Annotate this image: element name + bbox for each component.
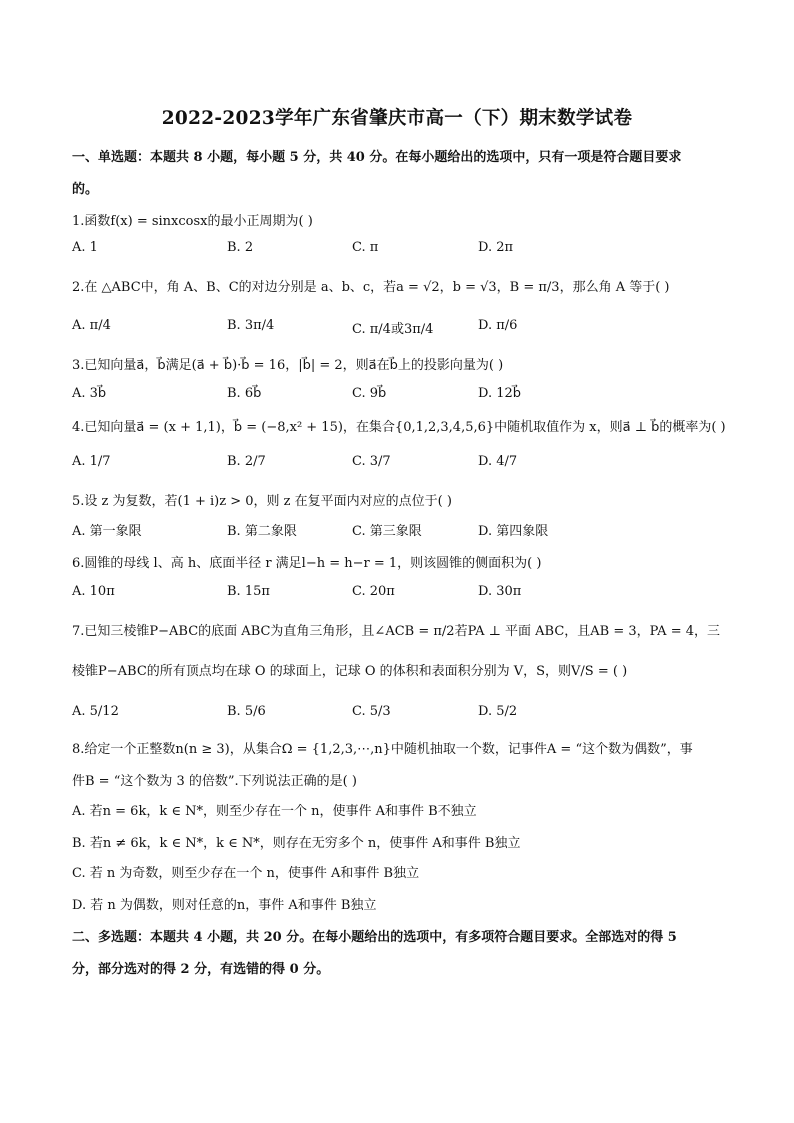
- option-d: D. 2π: [478, 240, 514, 255]
- option-d: D. π/6: [478, 318, 518, 333]
- option-d: D. 第四象限: [478, 524, 549, 539]
- question-8-text-line2: 件B = “这个数为 3 的倍数”.下列说法正确的是( ): [72, 774, 357, 789]
- question-5-text: 5.设 z 为复数，若(1 + i)z > 0，则 z 在复平面内对应的点位于( ): [72, 494, 452, 509]
- page-title: 2022-2023学年广东省肇庆市高一（下）期末数学试卷: [161, 108, 633, 129]
- option-b: B. 第二象限: [227, 524, 297, 539]
- option-b: B. 15π: [227, 584, 270, 599]
- question-8-option-d: D. 若 n 为偶数，则对任意的n，事件 A和事件 B独立: [72, 898, 377, 913]
- question-7-text-line2: 棱锥P−ABC的所有顶点均在球 O 的球面上，记球 O 的体积和表面积分别为 V，S，则V/S = ( ): [72, 664, 628, 679]
- question-8-option-c: C. 若 n 为奇数，则至少存在一个 n，使事件 A和事件 B独立: [72, 866, 420, 881]
- option-b: B. 2: [227, 240, 254, 255]
- question-7-options: [72, 704, 632, 724]
- section2-heading-line1: 二、多选题：本题共 4 小题，共 20 分。在每小题给出的选项中，有多项符合题目要求。全部选对的得 5: [72, 930, 677, 945]
- option-a: A. 第一象限: [72, 524, 142, 539]
- option-a: A. 1/7: [72, 454, 111, 469]
- option-c: C. 5/3: [352, 704, 391, 719]
- question-8-option-a: A. 若n = 6k，k ∈ N*，则至少存在一个 n，使事件 A和事件 B不独立: [72, 804, 477, 819]
- section1-heading-line1: 一、单选题：本题共 8 小题，每小题 5 分，共 40 分。在每小题给出的选项中，只有一项是符合题目要求: [72, 150, 682, 165]
- option-c: C. 20π: [352, 584, 395, 599]
- option-c: C. 3/7: [352, 454, 391, 469]
- question-3-options: [72, 386, 632, 406]
- question-4-options: [72, 454, 632, 474]
- question-8-text-line1: 8.给定一个正整数n(n ≥ 3)，从集合Ω = {1,2,3,⋯,n}中随机抽取一个数，记事件A = “这个数为偶数”，事: [72, 742, 693, 757]
- option-c: C. π/4或3π/4: [352, 322, 434, 337]
- question-2-options: [72, 318, 632, 338]
- option-a: A. π/4: [72, 318, 111, 333]
- option-a: A. 10π: [72, 584, 115, 599]
- option-c: C. π: [352, 240, 379, 255]
- option-d: D. 12b⃗: [478, 386, 522, 401]
- option-b: B. 5/6: [227, 704, 266, 719]
- option-b: B. 3π/4: [227, 318, 275, 333]
- question-1-options: [72, 240, 632, 260]
- option-a: A. 5/12: [72, 704, 119, 719]
- question-1-text: 1.函数f(x) = sinxcosx的最小正周期为( ): [72, 214, 313, 229]
- question-7-text-line1: 7.已知三棱锥P−ABC的底面 ABC为直角三角形，且∠ACB = π/2若PA ⊥ 平面 ABC，且AB = 3，PA = 4，三: [72, 624, 721, 639]
- option-c: C. 9b⃗: [352, 386, 387, 401]
- question-2-text: 2.在 △ABC中，角 A、B、C的对边分别是 a、b、c，若a = √2，b = √3，B = π/3，那么角 A 等于( ): [72, 280, 670, 295]
- question-6-options: [72, 584, 632, 604]
- option-b: B. 2/7: [227, 454, 266, 469]
- option-d: D. 4/7: [478, 454, 518, 469]
- question-6-text: 6.圆锥的母线 l、高 h、底面半径 r 满足l−h = h−r = 1，则该圆锥的侧面积为( ): [72, 556, 542, 571]
- question-4-text: 4.已知向量a⃗ = (x + 1,1)，b⃗ = (−8,x² + 15)，在集合{0,1,2,3,4,5,6}中随机取值作为 x，则a⃗ ⊥ b⃗的概率为( ): [72, 420, 726, 435]
- option-d: D. 30π: [478, 584, 522, 599]
- option-b: B. 6b⃗: [227, 386, 262, 401]
- option-c: C. 第三象限: [352, 524, 422, 539]
- question-8-option-b: B. 若n ≠ 6k，k ∈ N*，k ∈ N*，则存在无穷多个 n，使事件 A和事件 B独立: [72, 836, 521, 851]
- option-d: D. 5/2: [478, 704, 518, 719]
- option-a: A. 1: [72, 240, 98, 255]
- section2-heading-line2: 分，部分选对的得 2 分，有选错的得 0 分。: [72, 962, 330, 977]
- option-a: A. 3b⃗: [72, 386, 107, 401]
- question-5-options: [72, 520, 632, 540]
- section1-heading-line2: 的。: [72, 182, 99, 197]
- question-3-text: 3.已知向量a⃗，b⃗满足(a⃗ + b⃗)·b⃗ = 16，|b⃗| = 2，则a⃗在b⃗上的投影向量为( ): [72, 358, 504, 373]
